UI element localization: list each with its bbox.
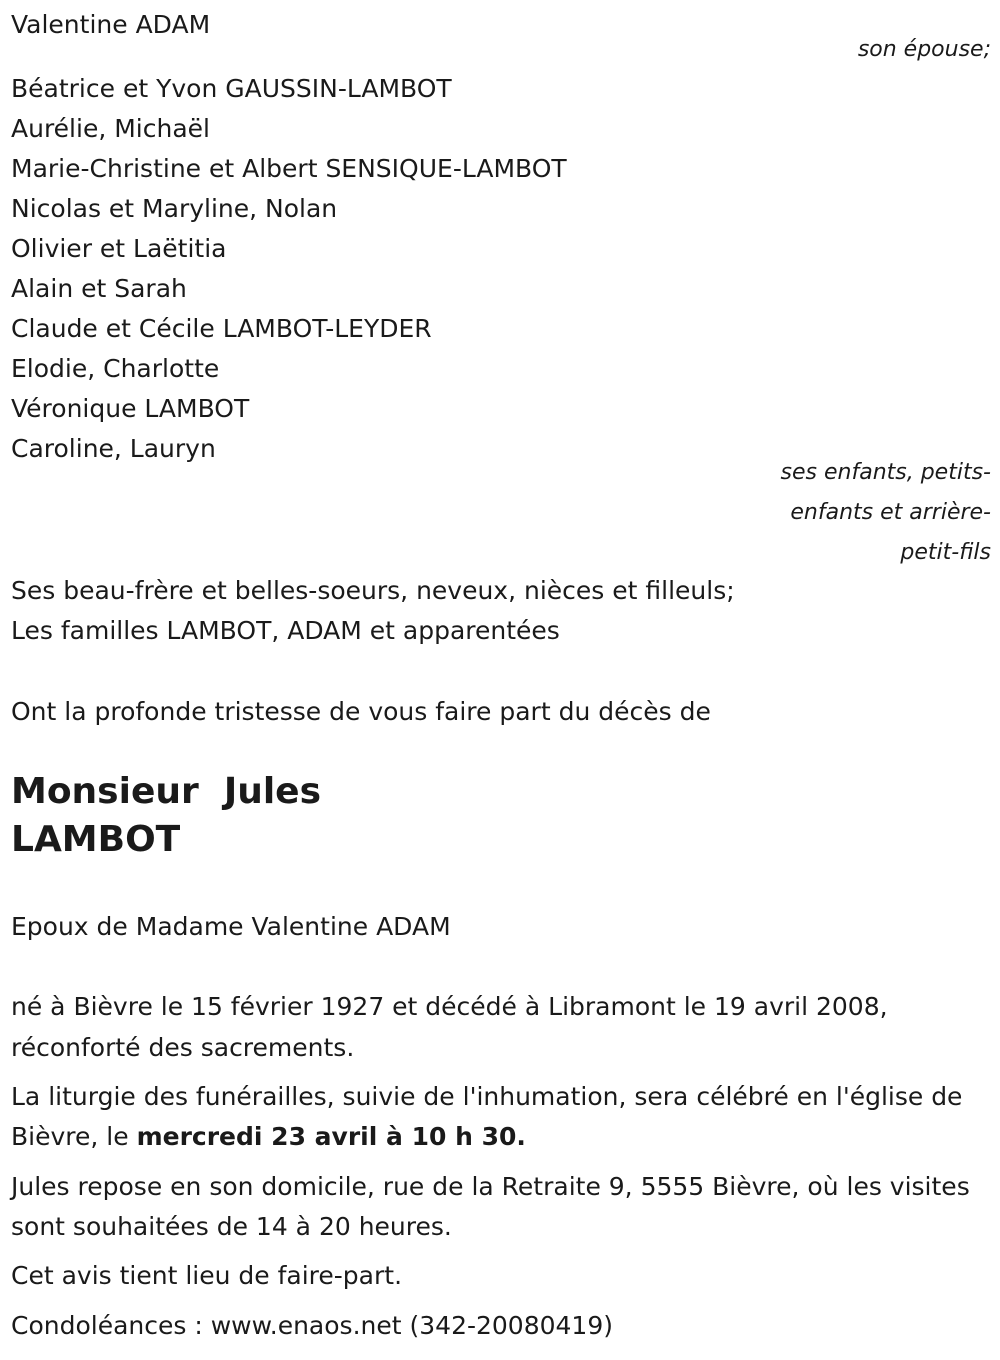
birth-death-line2: réconforté des sacrements.: [11, 1033, 355, 1062]
deceased-name-line2: LAMBOT: [11, 819, 181, 860]
announcement: Ont la profonde tristesse de vous faire part du décès de: [11, 697, 711, 726]
child-line: Aurélie, Michaël: [11, 114, 210, 143]
child-line: Caroline, Lauryn: [11, 434, 216, 463]
child-line: Claude et Cécile LAMBOT-LEYDER: [11, 314, 432, 343]
condolences: Condoléances : www.enaos.net (342-20080419): [11, 1311, 613, 1340]
child-line: Alain et Sarah: [11, 274, 187, 303]
children-role-line: enfants et arrière-: [790, 500, 991, 525]
spouse-name: Valentine ADAM: [11, 10, 211, 39]
spouse-of: Epoux de Madame Valentine ADAM: [11, 912, 451, 941]
funeral-paragraph: [11, 1077, 986, 1157]
child-line: Véronique LAMBOT: [11, 394, 250, 423]
children-role-line: petit-fils: [900, 540, 991, 565]
child-line: Olivier et Laëtitia: [11, 234, 227, 263]
children-role-line: ses enfants, petits-: [780, 460, 991, 485]
birth-death-line1: né à Bièvre le 15 février 1927 et décédé à Libramont le 19 avril 2008,: [11, 992, 888, 1021]
relatives-line: Les familles LAMBOT, ADAM et apparentées: [11, 616, 560, 645]
child-line: Elodie, Charlotte: [11, 354, 220, 383]
child-line: Marie-Christine et Albert SENSIQUE-LAMBOT: [11, 154, 567, 183]
funeral-date: mercredi 23 avril à 10 h 30.: [136, 1122, 526, 1151]
child-line: Béatrice et Yvon GAUSSIN-LAMBOT: [11, 74, 452, 103]
notice: Cet avis tient lieu de faire-part.: [11, 1261, 403, 1290]
spouse-role: son épouse;: [857, 37, 991, 62]
visits-paragraph: Jules repose en son domicile, rue de la Retraite 9, 5555 Bièvre, où les visites sont souhaitées de 14 à 20 heures.: [11, 1172, 970, 1241]
deceased-name-line1: Monsieur Jules: [11, 771, 322, 812]
funeral-text: La liturgie des funérailles, suivie de l'inhumation, sera célébré en l'église de Bièvre, le: [11, 1082, 963, 1151]
child-line: Nicolas et Maryline, Nolan: [11, 194, 338, 223]
relatives-line: Ses beau-frère et belles-soeurs, neveux, nièces et filleuls;: [11, 576, 735, 605]
